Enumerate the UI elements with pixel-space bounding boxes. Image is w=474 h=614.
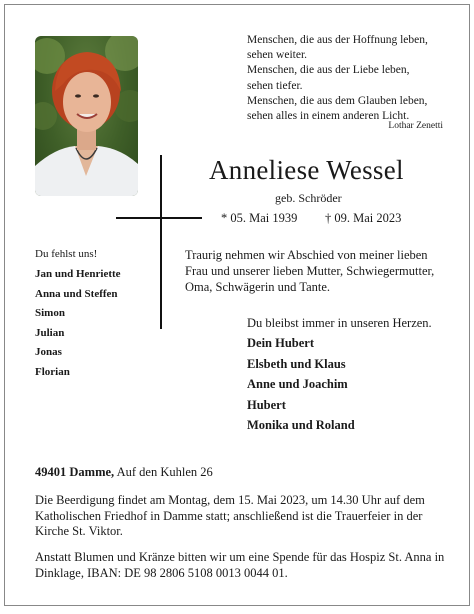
list-item: Jonas: [35, 346, 62, 359]
list-item: Florian: [35, 365, 70, 378]
poem-line: Menschen, die aus dem Glauben leben,: [247, 94, 428, 107]
family-address: [35, 465, 213, 480]
death-date: † 09. Mai 2023: [325, 211, 402, 225]
farewell-text: Traurig nehmen wir Abschied von meiner lieben Frau und unserer lieben Mutter, Schwiegermutter, Oma, Schwägerin und Tante.: [185, 248, 435, 294]
poem-line: sehen alles in einem anderen Licht.: [247, 110, 410, 123]
missed-names-list: [35, 267, 121, 385]
cross-horizontal-bar: [116, 217, 202, 219]
heart-line: Du bleibst immer in unseren Herzen.: [247, 316, 432, 330]
poem-line: sehen weiter.: [247, 49, 308, 62]
list-item: Dein Hubert: [247, 336, 315, 350]
maiden-name: geb. Schröder: [275, 191, 342, 205]
address-place: 49401 Damme,: [35, 465, 115, 479]
obituary-notice: [4, 4, 470, 606]
funeral-text: Die Beerdigung findet am Montag, dem 15. Mai 2023, um 14.30 Uhr auf dem Katholischen Friedhof in Damme statt; anschließend ist die Trauerfeier in der Kirche St. Viktor.: [35, 493, 425, 538]
missed-heading: Du fehlst uns!: [35, 248, 98, 260]
list-item: Simon: [35, 307, 65, 320]
poem-line: Menschen, die aus der Hoffnung leben,: [247, 34, 428, 46]
donation-text: Anstatt Blumen und Kränze bitten wir um eine Spende für das Hospiz St. Anna in Dinklage, IBAN: DE 98 2806 5108 0013 0044 01.: [35, 550, 445, 580]
signers-list: [247, 336, 355, 439]
poem-line: Menschen, die aus der Liebe leben,: [247, 64, 410, 77]
poem-author: Lothar Zenetti: [388, 121, 443, 131]
list-item: Elsbeth und Klaus: [247, 356, 346, 371]
list-item: Hubert: [247, 397, 286, 412]
list-item: Anne und Joachim: [247, 377, 348, 391]
deceased-name: Anneliese Wessel: [209, 155, 404, 185]
poem-line: sehen tiefer.: [247, 79, 303, 92]
list-item: Julian: [35, 326, 65, 339]
list-item: Jan und Henriette: [35, 268, 121, 280]
list-item: Anna und Steffen: [35, 287, 118, 300]
address-street: Auf den Kuhlen 26: [114, 465, 213, 479]
list-item: Monika und Roland: [247, 418, 355, 432]
birth-date: * 05. Mai 1939: [221, 211, 298, 225]
poem: [247, 33, 428, 124]
